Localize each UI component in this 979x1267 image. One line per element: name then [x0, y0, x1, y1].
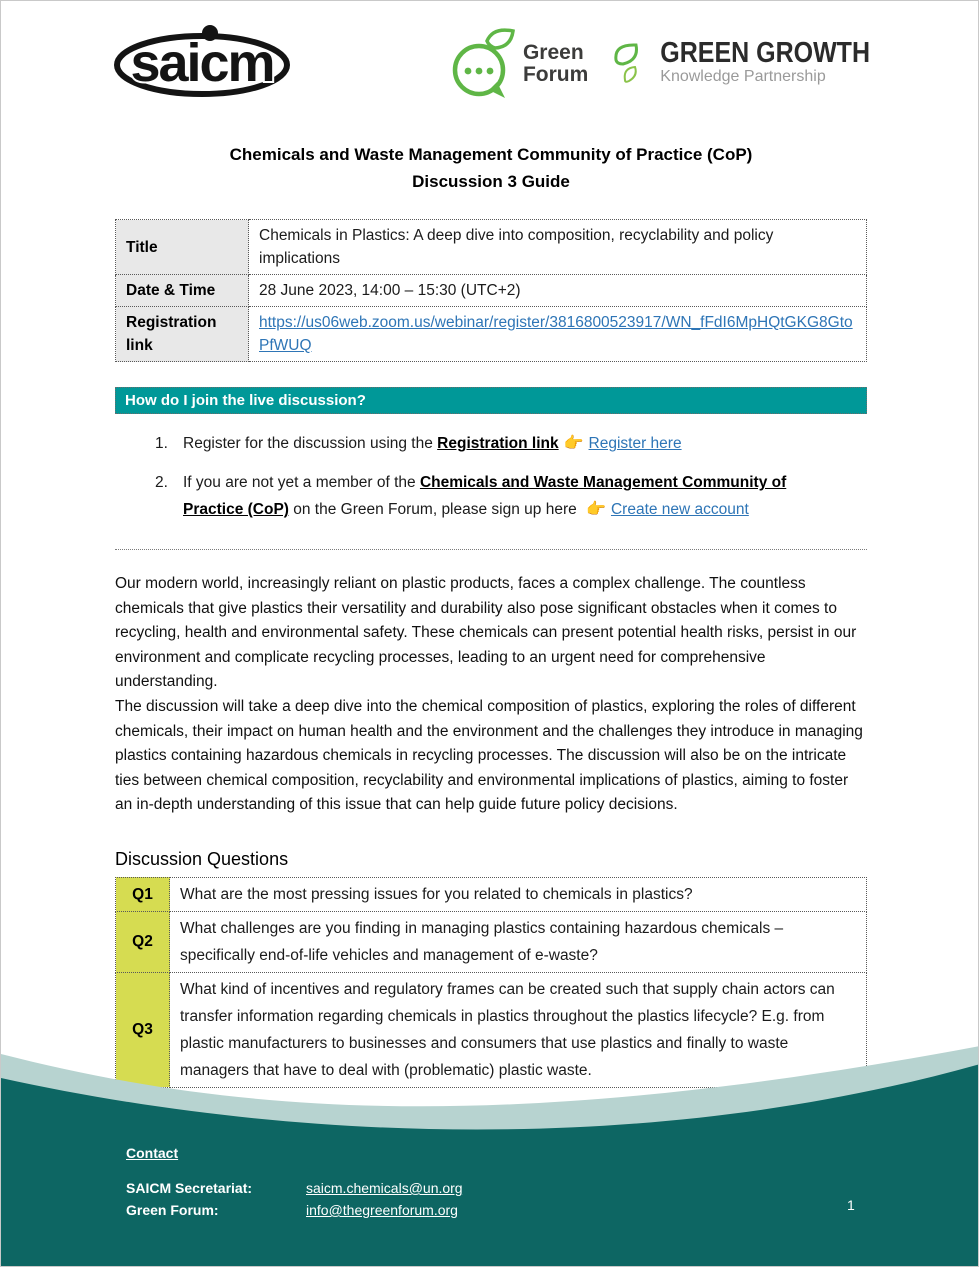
saicm-logo: [109, 19, 295, 108]
create-account-link[interactable]: Create new account: [610, 501, 749, 518]
join-step-1: [183, 430, 831, 457]
saicm-logo-icon: [109, 19, 295, 103]
contact-heading: Contact: [126, 1145, 179, 1161]
intro-paragraph-2: The discussion will take a deep dive into the chemical composition of plastics, exploring the roles of different chemicals, their impact on human health and the environment and the challenges they introduce in managing plastics containing hazardous chemicals in recycling processes. The discussion will also be on the intricate ties between chemical composition, recyclability and environmental implications of plastics, aiming to foster an in-depth understanding of this issue that can help guide future policy decisions.: [115, 697, 863, 814]
header-logos: [109, 19, 870, 108]
list-number: 1.: [155, 435, 168, 452]
title-line-2: Discussion 3 Guide: [412, 172, 570, 191]
svg-text:saicm: saicm: [130, 33, 274, 93]
cop-name-emphasis: Chemicals and Waste Management Community of Practice (CoP): [183, 474, 787, 518]
question-badge-q2: Q2: [116, 911, 170, 972]
question-text-q3: What kind of incentives and regulatory frames can be created such that supply chain actors can transfer information regarding chemicals in plastics throughout the plastics lifecycle? E.g. from plastic manufacturers to businesses and consumers that use plastics and finally to waste managers that have to deal with (problematic) plastic waste.: [170, 972, 867, 1087]
table-row: [116, 275, 867, 307]
contact-label-green-forum: Green Forum:: [126, 1202, 219, 1218]
contact-label-saicm: SAICM Secretariat:: [126, 1180, 253, 1196]
list-item: [155, 469, 867, 523]
info-label-datetime: Date & Time: [116, 275, 249, 307]
saicm-email-link[interactable]: saicm.chemicals@un.org: [306, 1180, 463, 1196]
join-step-2: [183, 469, 831, 523]
question-text-q2: What challenges are you finding in managing plastics containing hazardous chemicals – specifically end-of-life vehicles and management of e-waste?: [170, 911, 867, 972]
list-item: [155, 430, 867, 457]
green-forum-email-link[interactable]: info@thegreenforum.org: [306, 1202, 458, 1218]
join-banner: How do I join the live discussion?: [115, 387, 867, 414]
ggkp-leaf-icon: [610, 36, 654, 92]
table-row: [116, 307, 867, 362]
document-title: [115, 141, 867, 195]
contact-row-green-forum: [126, 1199, 463, 1221]
step-text: If you are not yet a member of the: [183, 474, 420, 491]
join-instructions: [115, 414, 867, 550]
title-line-1: Chemicals and Waste Management Community of Practice (CoP): [229, 145, 753, 164]
question-text-q1: What are the most pressing issues for you related to chemicals in plastics?: [170, 877, 867, 911]
event-info-table: [115, 219, 867, 362]
table-row: [116, 220, 867, 275]
pointing-finger-icon: 👉: [586, 501, 606, 518]
question-badge-q3: Q3: [116, 972, 170, 1087]
document-body: [115, 141, 867, 1088]
footer-contact-block: [126, 1145, 463, 1221]
pointing-finger-icon: 👉: [563, 435, 584, 452]
info-value-registration: [249, 307, 867, 362]
discussion-questions-heading: Discussion Questions: [115, 848, 289, 869]
green-forum-bubble-icon: [451, 27, 515, 101]
info-label-title: Title: [116, 220, 249, 275]
contact-row-saicm: [126, 1177, 463, 1199]
registration-link-emphasis: Registration link: [437, 435, 559, 452]
table-row: [116, 877, 867, 911]
info-label-registration: Registration link: [116, 307, 249, 362]
green-forum-wordmark: Green Forum: [522, 40, 589, 86]
question-badge-q1: Q1: [116, 877, 170, 911]
list-number: 2.: [155, 474, 168, 491]
register-here-link[interactable]: Register here: [588, 435, 682, 452]
info-value-datetime: 28 June 2023, 14:00 – 15:30 (UTC+2): [249, 275, 867, 307]
page-number: 1: [847, 1197, 855, 1213]
green-forum-logo: [451, 27, 588, 101]
partner-logos: [451, 27, 870, 101]
step-text: on the Green Forum, please sign up here: [288, 501, 582, 518]
registration-url-link[interactable]: https://us06web.zoom.us/webinar/register/3816800523917/WN_fFdI6MpHQtGKG8GtoPfWUQ: [259, 314, 853, 354]
step-text: Register for the discussion using the: [183, 435, 438, 452]
intro-paragraph-1: Our modern world, increasingly reliant on plastic products, faces a complex challenge. The countless chemicals that give plastics their versatility and durability also pose significant obstacles when it comes to recycling, health and environmental safety. These chemicals can present potential health risks, persist in our environment and complicate recycling processes, leading to an urgent need for comprehensive understanding.: [115, 575, 857, 691]
ggkp-wordmark: GREEN GROWTH Knowledge Partnership: [660, 36, 870, 85]
info-value-title: Chemicals in Plastics: A deep dive into composition, recyclability and policy implications: [249, 220, 867, 275]
ggkp-logo: [610, 36, 870, 92]
table-row: [116, 911, 867, 972]
